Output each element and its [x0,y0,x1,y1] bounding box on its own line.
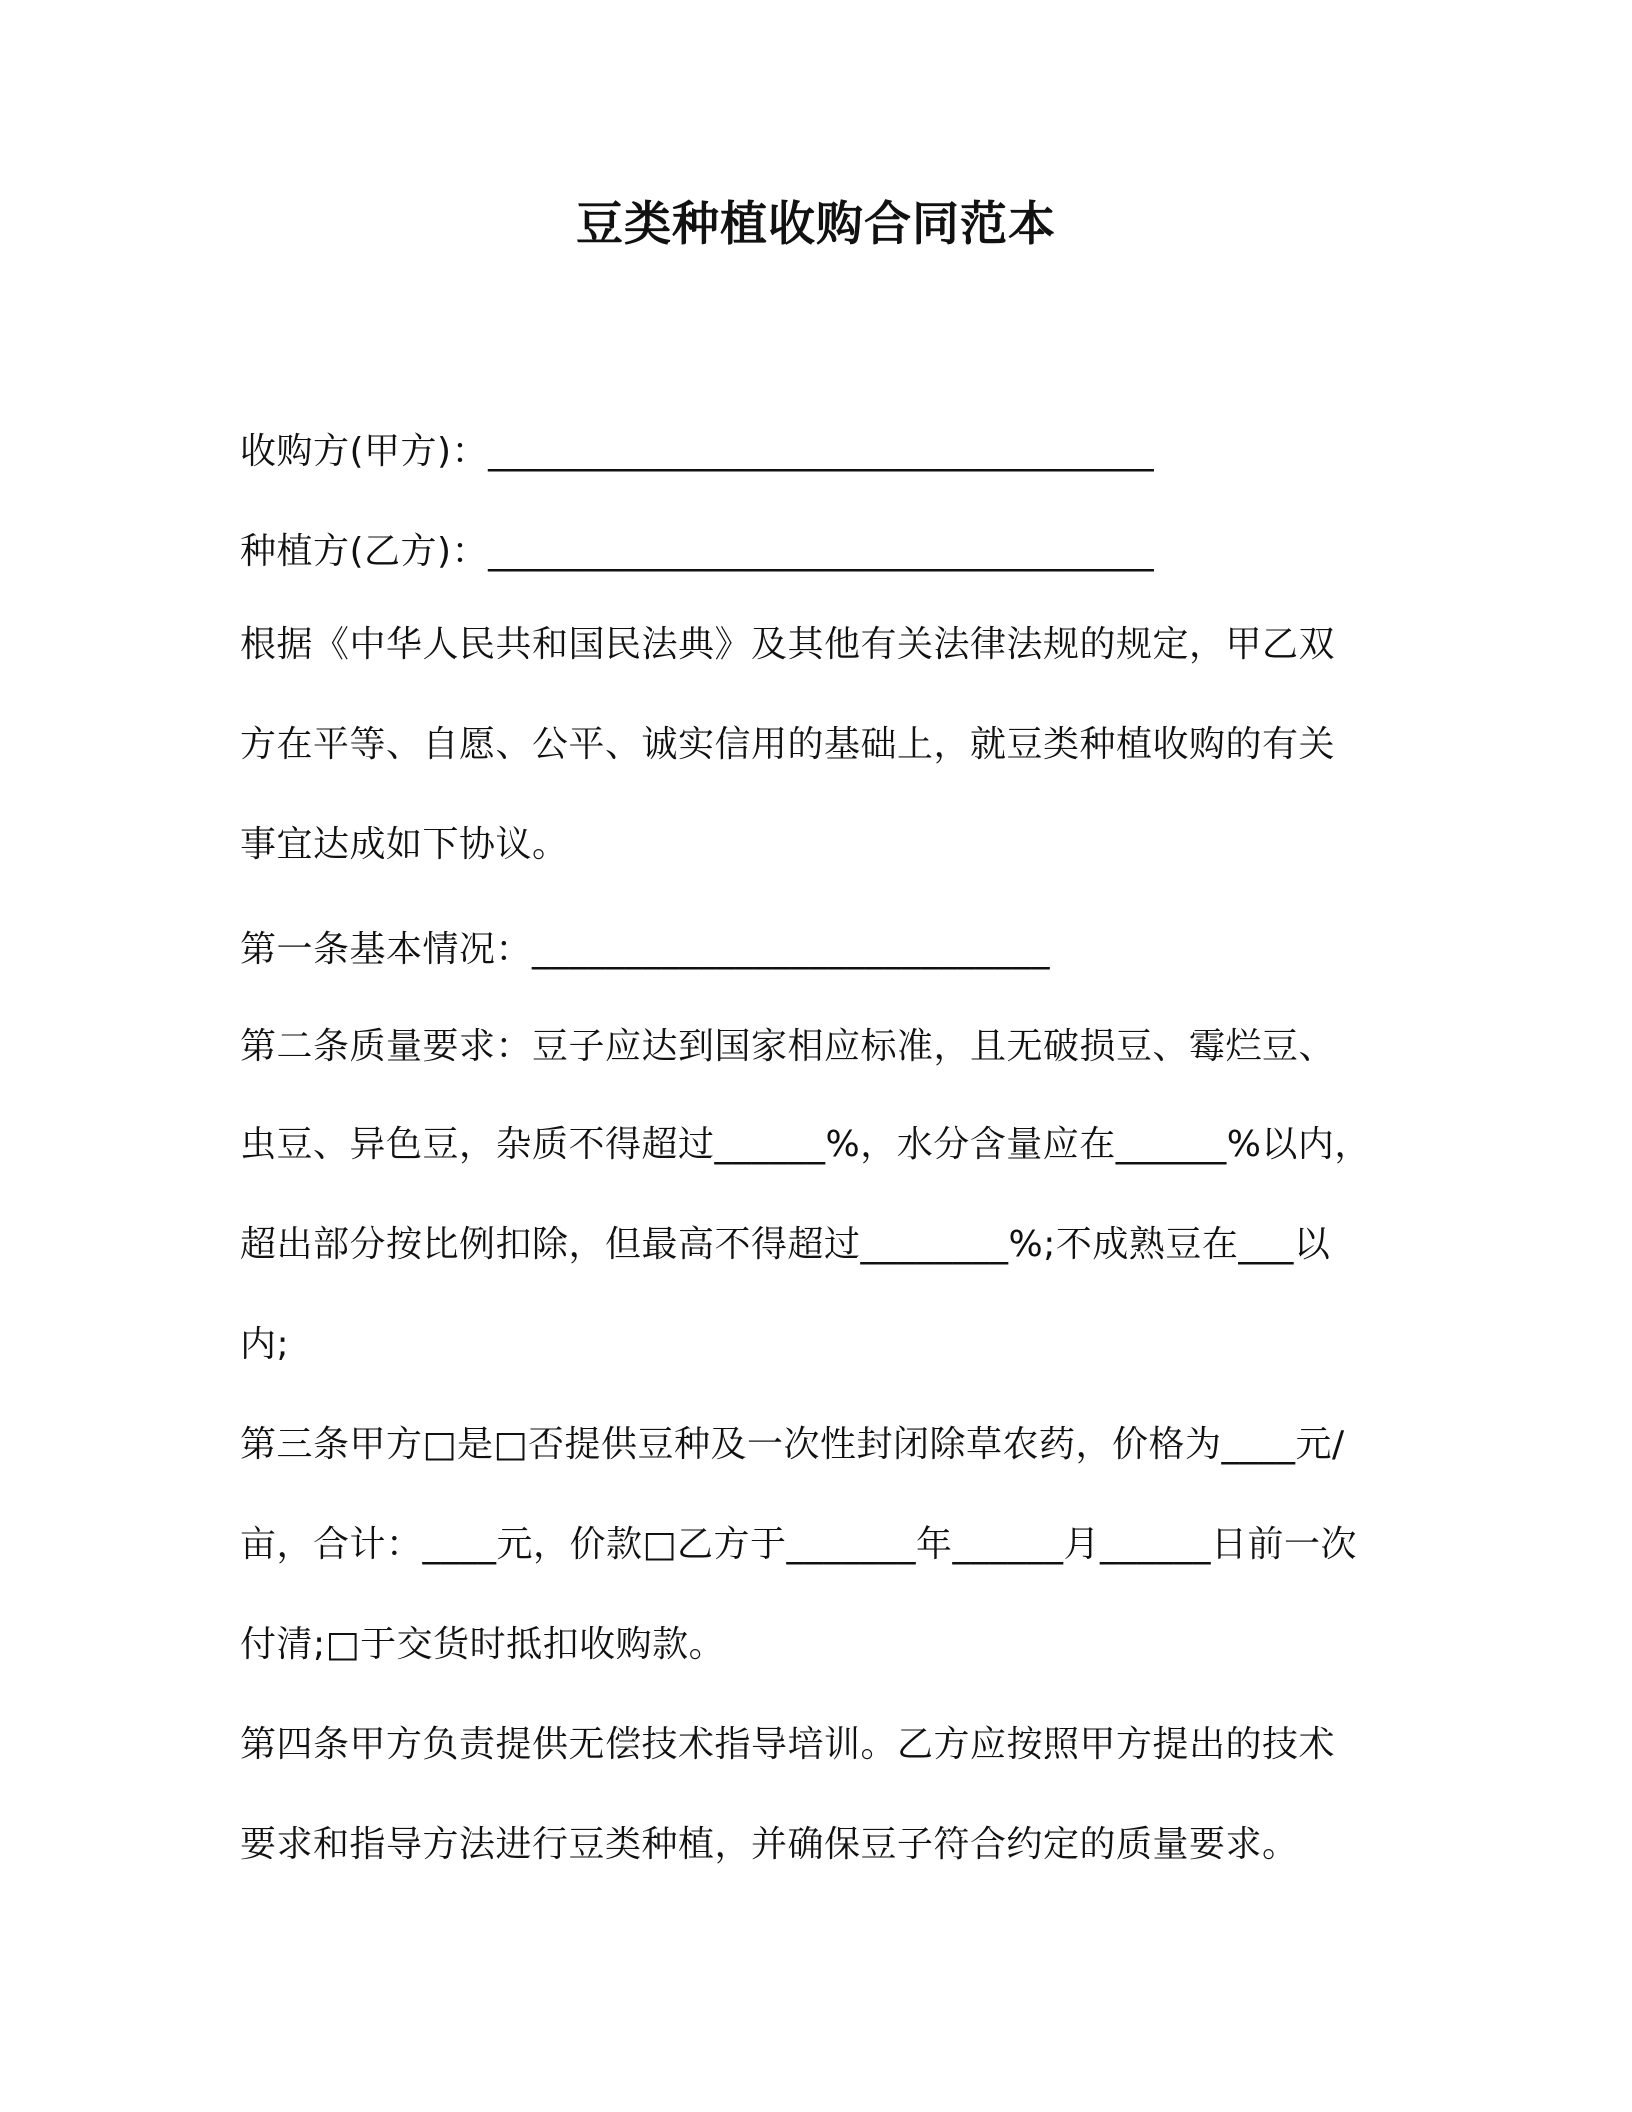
article-3-line: 第三条甲方□是□否提供豆种及一次性封闭除草农药，价格为____元/ [240,1424,1345,1465]
article-3-line: 付清;□于交货时抵扣收购款。 [240,1624,726,1665]
article-2-line: 虫豆、异色豆，杂质不得超过______%，水分含量应在______%以内， [240,1124,1371,1165]
article-2-line: 内; [240,1324,290,1365]
article-2-line: 超出部分按比例扣除，但最高不得超过________%;不成熟豆在___以 [240,1224,1331,1265]
party-b-line: 种植方(乙方)：____________________________________ [240,531,1155,572]
article-4-line: 要求和指导方法进行豆类种植，并确保豆子符合约定的质量要求。 [240,1824,1299,1865]
article-2-line: 第二条质量要求：豆子应达到国家相应标准，且无破损豆、霉烂豆、 [240,1026,1336,1067]
article-4-line: 第四条甲方负责提供无偿技术指导培训。乙方应按照甲方提出的技术 [240,1724,1336,1765]
document-title: 豆类种植收购合同范本 [576,197,1056,252]
article-3-line: 亩，合计：____元，价款□乙方于_______年______月______日前一次 [240,1524,1358,1565]
paragraph-line: 事宜达成如下协议。 [240,824,569,865]
paragraph-line: 根据《中华人民共和国民法典》及其他有关法律法规的规定，甲乙双 [240,624,1336,665]
article-1-line: 第一条基本情况：____________________________ [240,929,1051,970]
paragraph-line: 方在平等、自愿、公平、诚实信用的基础上，就豆类种植收购的有关 [240,724,1336,765]
party-a-line: 收购方(甲方)：____________________________________ [240,431,1155,472]
